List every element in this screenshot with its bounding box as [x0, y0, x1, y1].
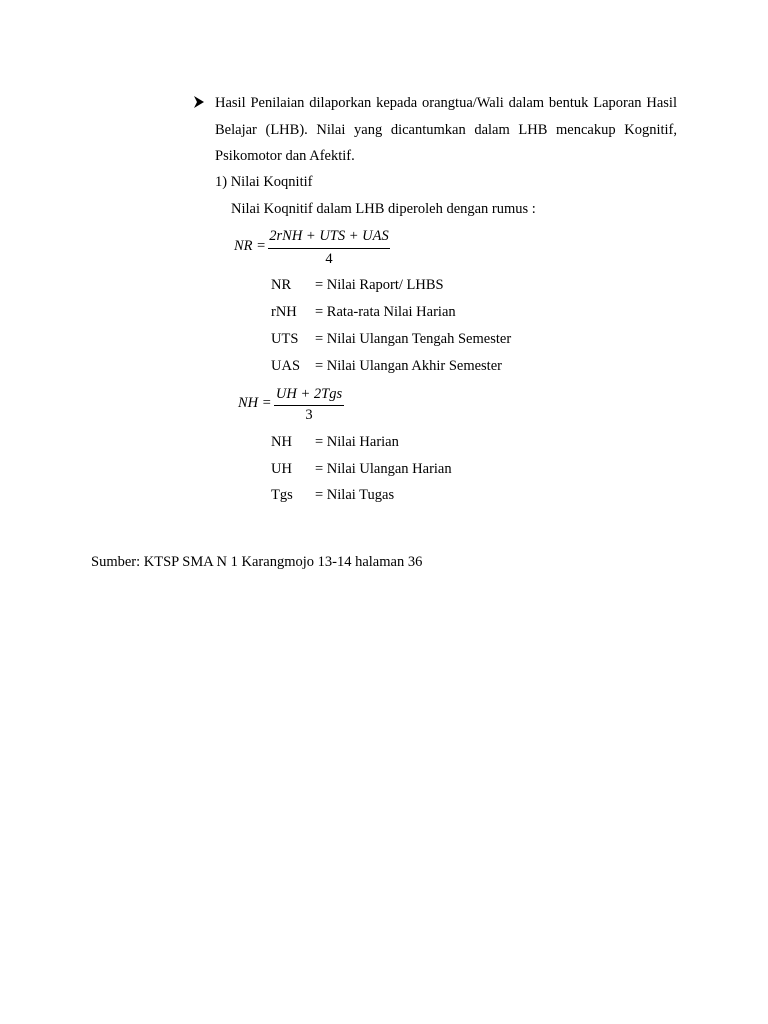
definition-desc: = Nilai Raport/ LHBS [315, 277, 444, 293]
section-intro: Nilai Koqnitif dalam LHB diperoleh dengan rumus : [231, 201, 536, 217]
definition-desc: = Nilai Ulangan Tengah Semester [315, 331, 512, 347]
definition-desc: = Nilai Harian [315, 434, 399, 450]
formula-nr-lhs: NR = [234, 238, 266, 254]
definition-term: NH [271, 434, 292, 450]
source-citation: Sumber: KTSP SMA N 1 Karangmojo 13-14 halaman 36 [91, 554, 423, 570]
definition-term: NR [271, 277, 292, 293]
definition-desc: = Nilai Ulangan Akhir Semester [315, 358, 502, 374]
formula-nr-fraction-bar [268, 248, 390, 249]
bullet-paragraph: Hasil Penilaian dilaporkan kepada orangtua/Wali dalam bentuk Laporan Hasil Belajar (LHB). Nilai yang dicantumkan dalam LHB mencakup Kognitif, Psikomotor dan Afektif. [215, 95, 677, 164]
definition-desc: = Nilai Tugas [315, 487, 395, 503]
formula-nr-denominator: 4 [325, 251, 333, 267]
formula-nh-lhs: NH = [238, 395, 272, 411]
arrowhead-bullet-icon [193, 95, 205, 109]
definition-term: Tgs [271, 487, 293, 503]
formula-nh-numerator: UH + 2Tgs [275, 386, 343, 402]
definition-desc: = Rata-rata Nilai Harian [315, 304, 456, 320]
definition-term: rNH [271, 304, 297, 320]
formula-nh-fraction-bar [274, 405, 344, 406]
definition-term: UTS [271, 331, 299, 347]
formula-nh-denominator: 3 [305, 407, 313, 423]
definition-term: UAS [271, 358, 301, 374]
formula-nr-numerator: 2rNH + UTS + UAS [269, 228, 389, 244]
section-heading: 1) Nilai Koqnitif [215, 174, 313, 190]
definition-desc: = Nilai Ulangan Harian [315, 461, 452, 477]
definition-term: UH [271, 461, 292, 477]
